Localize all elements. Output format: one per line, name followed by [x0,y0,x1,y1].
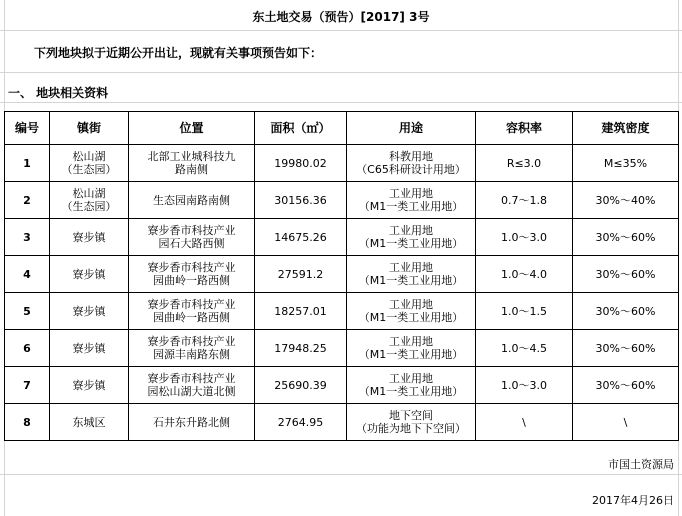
cell-town-line: 寮步镇 [72,267,106,281]
cell-use [347,404,476,441]
cell-location [129,182,255,219]
land-parcel-table [4,111,679,441]
cell-area: 27591.2 [255,256,347,293]
cell-area: 2764.95 [255,404,347,441]
cell-plot-ratio: 0.7～1.8 [476,182,573,219]
cell-location-line: 寮步香市科技产业 [147,335,236,348]
cell-use-line: 工业用地 [389,372,433,385]
cell-location-line: 园源丰南路东侧 [153,348,230,361]
document-title: 东土地交易（预告）[2017] 3号 [252,10,430,24]
cell-location-line: 园曲岭一路西侧 [153,311,230,324]
header-cell: 编号 [5,112,50,145]
section-heading: 一、 地块相关资料 [8,86,109,100]
header-cell: 镇街 [50,112,129,145]
cell-use-line: 科教用地 [389,150,433,163]
cell-town [50,219,129,256]
table-row [5,367,679,404]
cell-number: 4 [5,256,50,293]
cell-plot-ratio: 1.0～3.0 [476,367,573,404]
cell-town [50,404,129,441]
cell-location-line: 园石大路西侧 [158,237,225,250]
cell-use-line: 工业用地 [389,298,433,311]
table-row [5,182,679,219]
cell-location [129,367,255,404]
cell-location [129,256,255,293]
cell-building-density: 30%～60% [573,293,679,330]
cell-use-line: （M1一类工业用地） [358,348,464,361]
cell-area: 18257.01 [255,293,347,330]
cell-use-line: （C65科研设计用地） [356,163,466,176]
cell-town-line: 松山湖 [72,187,106,200]
cell-use [347,182,476,219]
cell-use-line: （M1一类工业用地） [358,274,464,287]
cell-town-line: 寮步镇 [72,304,106,318]
cell-number: 8 [5,404,50,441]
table-row [5,256,679,293]
cell-plot-ratio: 1.0～4.5 [476,330,573,367]
cell-town-line: 寮步镇 [72,341,106,355]
cell-location-line: 寮步香市科技产业 [147,372,236,385]
cell-location [129,145,255,182]
grid-line [0,30,682,31]
cell-building-density: \ [573,404,679,441]
cell-area: 19980.02 [255,145,347,182]
cell-town [50,182,129,219]
cell-building-density: 30%～40% [573,182,679,219]
cell-building-density: 30%～60% [573,330,679,367]
cell-location-line: 路南侧 [175,163,208,176]
table-header-row [5,112,679,145]
cell-area: 17948.25 [255,330,347,367]
cell-location [129,219,255,256]
cell-number: 2 [5,182,50,219]
cell-location-line: 寮步香市科技产业 [147,298,236,311]
cell-number: 6 [5,330,50,367]
cell-town [50,145,129,182]
cell-use-line: （M1一类工业用地） [358,385,464,398]
cell-location [129,293,255,330]
cell-use-line: （M1一类工业用地） [358,311,464,324]
table-row [5,330,679,367]
header-cell: 面积（㎡） [255,112,347,145]
cell-use [347,367,476,404]
cell-number: 7 [5,367,50,404]
cell-location-line: 寮步香市科技产业 [147,261,236,274]
cell-plot-ratio: R≤3.0 [476,145,573,182]
cell-building-density: 30%～60% [573,367,679,404]
issuing-organization: 市国土资源局 [608,458,674,471]
cell-use-line: 工业用地 [389,335,433,348]
cell-plot-ratio: 1.0～1.5 [476,293,573,330]
cell-town-line: 东城区 [72,415,106,429]
table-row [5,219,679,256]
cell-location [129,404,255,441]
table-row [5,145,679,182]
cell-location [129,330,255,367]
cell-town-line: 寮步镇 [72,230,106,244]
cell-use-line: 工业用地 [389,224,433,237]
cell-town-line: 寮步镇 [72,378,106,392]
cell-use [347,145,476,182]
cell-area: 30156.36 [255,182,347,219]
issue-date: 2017年4月26日 [592,494,674,507]
cell-town [50,293,129,330]
header-cell: 容积率 [476,112,573,145]
cell-town-line: （生态园） [61,200,117,213]
header-cell: 位置 [129,112,255,145]
cell-area: 25690.39 [255,367,347,404]
cell-number: 1 [5,145,50,182]
grid-line [0,102,682,103]
cell-plot-ratio: 1.0～4.0 [476,256,573,293]
header-cell: 建筑密度 [573,112,679,145]
header-cell: 用途 [347,112,476,145]
cell-location-line: 生态园南路南侧 [153,193,230,207]
cell-use-line: （M1一类工业用地） [358,200,464,213]
cell-town [50,256,129,293]
cell-building-density: 30%～60% [573,256,679,293]
cell-location-line: 寮步香市科技产业 [147,224,236,237]
cell-number: 3 [5,219,50,256]
cell-building-density: M≤35% [573,145,679,182]
cell-number: 5 [5,293,50,330]
cell-use-line: 工业用地 [389,261,433,274]
cell-use-line: （M1一类工业用地） [358,237,464,250]
cell-use [347,293,476,330]
grid-line [0,474,682,475]
cell-town [50,330,129,367]
cell-use [347,219,476,256]
cell-location-line: 园曲岭一路西侧 [153,274,230,287]
cell-use-line: 地下空间 [389,409,433,422]
cell-location-line: 北部工业城科技九 [147,150,236,163]
cell-use [347,330,476,367]
cell-plot-ratio: \ [476,404,573,441]
cell-building-density: 30%～60% [573,219,679,256]
table-row [5,404,679,441]
cell-location-line: 园松山湖大道北侧 [147,385,236,398]
cell-use-line: （功能为地下下空间） [356,422,466,435]
cell-town-line: （生态园） [61,163,117,176]
cell-plot-ratio: 1.0～3.0 [476,219,573,256]
table-row [5,293,679,330]
cell-use [347,256,476,293]
cell-town-line: 松山湖 [72,150,106,163]
grid-line [0,72,682,73]
cell-location-line: 石井东升路北侧 [153,415,230,429]
cell-town [50,367,129,404]
cell-area: 14675.26 [255,219,347,256]
intro-text: 下列地块拟于近期公开出让，现就有关事项预告如下： [34,46,323,60]
table-body [5,145,679,441]
cell-use-line: 工业用地 [389,187,433,200]
